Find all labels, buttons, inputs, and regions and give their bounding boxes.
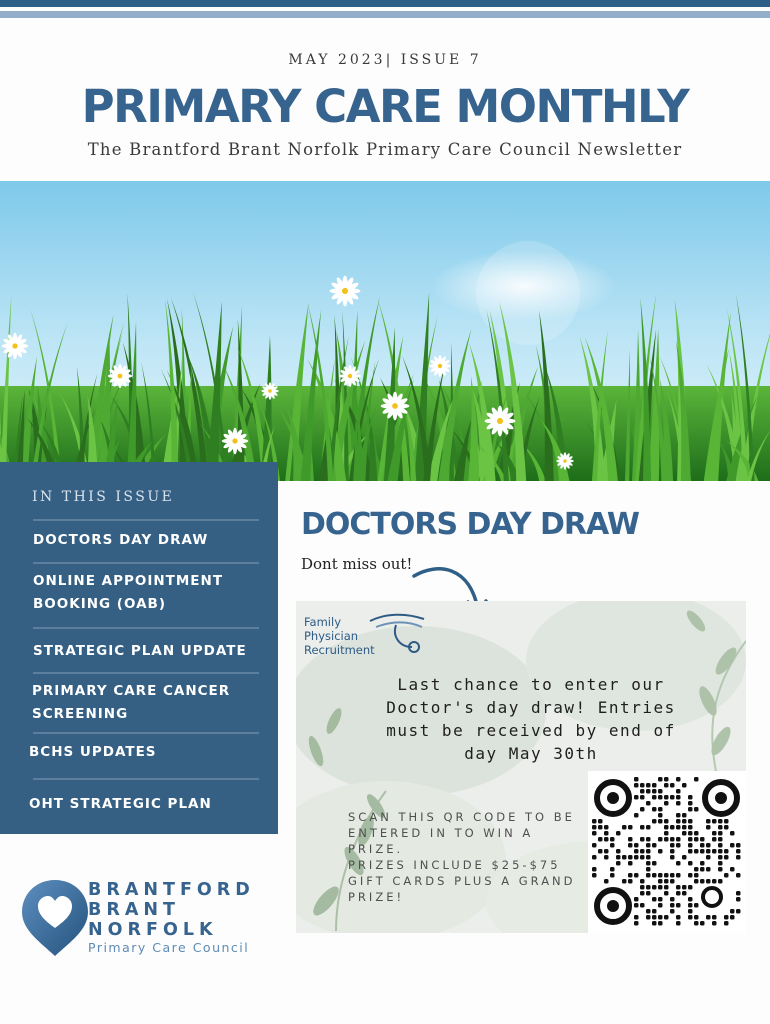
article-title: DOCTORS DAY DRAW [301, 507, 639, 542]
flyer-main-text: Last chance to enter our Doctor's day draw! Entries must be received by end of day May 30th [386, 675, 676, 763]
flyer-brand-line: Physician [304, 629, 359, 643]
newsletter-subtitle: The Brantford Brant Norfolk Primary Care Council Newsletter [87, 140, 683, 159]
hero-image [0, 181, 770, 481]
sidebar-divider [33, 627, 259, 629]
flyer-brand-line: Recruitment [304, 643, 375, 657]
toc-bchs-updates[interactable]: BCHS UPDATES [29, 744, 157, 760]
sidebar-divider [33, 562, 259, 564]
toc-oht-strategic-plan[interactable]: OHT STRATEGIC PLAN [29, 796, 212, 812]
sidebar-divider [33, 519, 259, 521]
toc-primary-care-cancer-screening[interactable]: PRIMARY CARE CANCER SCREENING [32, 683, 231, 722]
stethoscope-icon [366, 607, 428, 662]
top-stripe-light [0, 11, 770, 18]
draw-flyer [296, 601, 746, 933]
logo-subtitle: Primary Care Council [88, 940, 250, 955]
newsletter-title: PRIMARY CARE MONTHLY [81, 80, 689, 133]
logo-wordmark [88, 880, 255, 940]
toc-doctors-day-draw[interactable]: DOCTORS DAY DRAW [33, 532, 209, 548]
qr-code-icon[interactable] [588, 771, 746, 933]
flyer-prize-text: PRIZES INCLUDE $25-$75 GIFT CARDS PLUS A GRAND PRIZE! [348, 858, 576, 904]
logo-line-brantford: BRANTFORD [88, 880, 255, 900]
heart-pin-icon [20, 878, 90, 958]
sidebar-heading: IN THIS ISSUE [32, 489, 175, 505]
toc-online-appointment-booking[interactable]: ONLINE APPOINTMENT BOOKING (OAB) [33, 573, 224, 612]
sidebar-divider [33, 672, 259, 674]
article-note: Dont miss out! [301, 555, 413, 573]
top-stripe-dark [0, 0, 770, 7]
toc-strategic-plan-update[interactable]: STRATEGIC PLAN UPDATE [33, 643, 247, 659]
flyer-brand [304, 615, 375, 657]
sidebar-divider [33, 732, 259, 734]
logo-line-brant: BRANT [88, 900, 180, 920]
issue-line: MAY 2023| ISSUE 7 [288, 52, 482, 68]
flyer-brand-line: Family [304, 615, 342, 629]
sidebar-divider [33, 778, 259, 780]
flyer-scan-text: SCAN THIS QR CODE TO BE ENTERED IN TO WIN A PRIZE. [348, 810, 575, 856]
logo-line-norfolk: NORFOLK [88, 920, 218, 940]
